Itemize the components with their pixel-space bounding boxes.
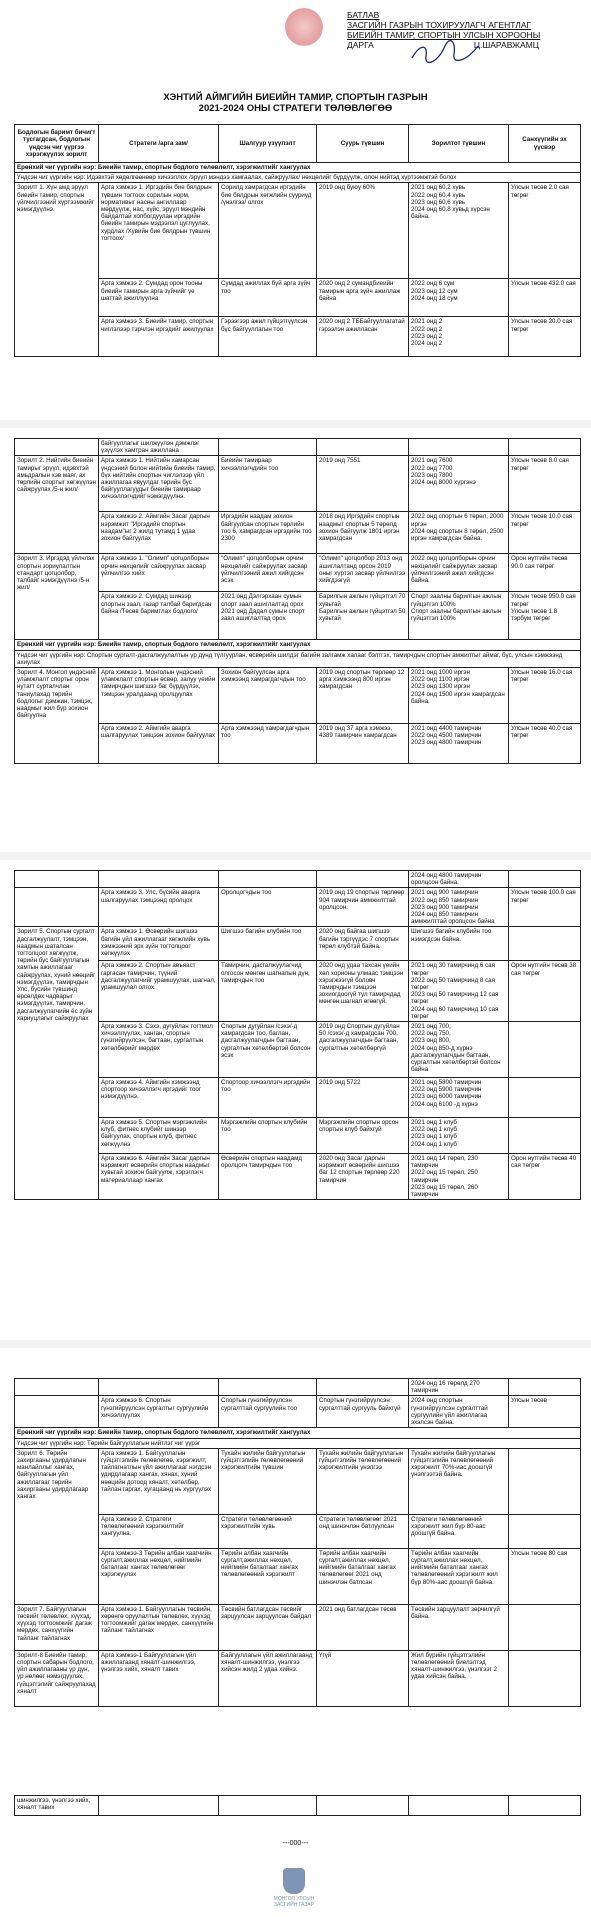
table-row bbox=[15, 592, 581, 640]
target-cell bbox=[409, 1796, 509, 1816]
indicator-cell: Сорилд хамрагдсан иргэдийн бие бялдрын хөгжлийн сууриуд /үнэлгээ/ олгох bbox=[219, 183, 317, 279]
baseline-cell: Үгүй bbox=[317, 1650, 409, 1706]
funding-cell: Улсын төсөв 950.0 сая төгрөг Улсын төсөв 1.8 тэрбум төгрөг bbox=[509, 592, 581, 640]
baseline-cell: Барилгын ажлын гүйцэтгэл 70 хувьтай Барилгын ажлын гүйцэтгэл 50 хувьтай bbox=[317, 592, 409, 640]
page-2 bbox=[0, 428, 591, 852]
handwritten-signature bbox=[410, 40, 480, 66]
target-cell: Стратеги төлөвлөгөөний хэрэгжилт жил бүр 80-аас доошгүй байна. bbox=[409, 1514, 509, 1548]
measure-cell: Арга хэмжээ-3 Төрийн албан хаагчийн сургалт,ажиллах нөхцөл, нийгмийн баталгааг хангах төлөвлөгөөг хэрэгжүүлэх bbox=[99, 1548, 219, 1604]
measure-cell bbox=[99, 1796, 219, 1816]
funding-cell: Улсын төсөв 2.0 сая төгрөг bbox=[509, 183, 581, 279]
target-cell: 2024 онд 16 төрөлд 270 тамирчин bbox=[409, 1379, 509, 1396]
general-function-cell: Ерөнхий чиг үүргийн нэр: Биеийн тамир, спортын бодлого төлөвлөлт, хэрэгжилтийг хангуулах bbox=[15, 640, 581, 650]
baseline-cell: Тухайн жилийн байгууллагын гүйцэтгэлийн төлөвлөгөөний хэрэгжилтийн үнэлгээ bbox=[317, 1448, 409, 1514]
measure-cell: Арга хэмжээ 3. Биеийн тамир, спортын чиглэлээр тэрчлэн иргэдийг ажилуулах bbox=[99, 317, 219, 357]
funding-cell: Улсын төсөв 432.0 сая bbox=[509, 279, 581, 317]
measure-cell: Арга хэмжээ 1. Байгууллагын гүйцэтгэлийн төлөвлөгөө, хэрэгжилт, тайлагнатлын үйл ажиллагааг нэгдсэн удирдлагаар хангах, хянах, хүний нөөцийн дотоод хяналт, хөтөлбөр, тайлан гаргах, хугацаанд нь хүргүүлэх bbox=[99, 1448, 219, 1514]
measure-cell: Арга хэмжээ 2. Аймгийн Засаг даргын нэрэмжит "Иргэдийн спортын наадам"ыг 2 жилд тутамд 1 удаа зохион байгуулах bbox=[99, 512, 219, 554]
end-marker: ---000--- bbox=[282, 1840, 309, 1847]
strategy-table-tail bbox=[14, 1795, 581, 1816]
indicator-cell: Биеийн тамираар хичээллэгчдийн тоо bbox=[219, 456, 317, 512]
table-row bbox=[15, 554, 581, 592]
baseline-cell: 2019 онд 37 арга хэмжээ, 4389 тамирчин хамрагдсан bbox=[317, 724, 409, 764]
baseline-cell bbox=[317, 439, 409, 456]
table-row bbox=[15, 1154, 581, 1200]
indicator-cell: Зохион байгуулсан арга хэмжээнд хамрагдагчдын тоо bbox=[219, 668, 317, 724]
target-cell: Шигшээ багийн клубийн тоо нэмэгдсэн байна. bbox=[409, 927, 509, 961]
table-row bbox=[15, 1448, 581, 1514]
measure-cell bbox=[99, 871, 219, 888]
measure-cell: байгууллагыг шилжүүлэн дэмжлэг үзүүлэх хамтран ажиллана bbox=[99, 439, 219, 456]
table-row bbox=[15, 1604, 581, 1650]
baseline-cell: 2019 онд 19 спортын төрлөөр 904 тамирчин аммжилттай оролцсон. bbox=[317, 888, 409, 927]
page-3 bbox=[0, 860, 591, 1340]
target-cell: 2021 онд 700, 2022 онд 750, 2023 онд 800, 2024 онд 850-д хүрнэ дасгалжуулагчдын багтаан, сургалтын хөтөлбөртэй болсон байна bbox=[409, 1022, 509, 1078]
baseline-cell: "Олимп" цогцолбор 2013 онд ашиглалтанд орсон 2019 оныг хүртэл засвар үйлчилгээ хийгдээгүй bbox=[317, 554, 409, 592]
soyombo-emblem-icon bbox=[283, 1868, 305, 1894]
indicator-cell: Төсвийн батлагдсан төсвийг зарцуулсан зарцуулсан байдал bbox=[219, 1604, 317, 1650]
page-4 bbox=[0, 1348, 591, 1917]
baseline-cell: 2019 онд Спортын дугуйлан 50 /сэхэ/-д хамрагдсан 700, дасгалжуулагчдын багтаан, сургалтын хөтөлбөргүй bbox=[317, 1022, 409, 1078]
measure-cell: Арга хэмжээ-1 Байгууллагын үйл ажиллагаанд хяналт-шинжилгээ, үнэлгээ хийх, хяналт тавих bbox=[99, 1650, 219, 1706]
target-cell: 2024 онд 4800 тамирчин оролцсон байна. bbox=[409, 871, 509, 888]
indicator-cell: Төрийн албан хаагчийн сургалт,ажиллах нөхцөл, нийгмийн баталгааг хангах төлөвлөгөөний хэрэгжилт bbox=[219, 1548, 317, 1604]
goal-cell bbox=[15, 439, 99, 456]
baseline-cell: 2021 онд батлагдсан төсөв bbox=[317, 1604, 409, 1650]
indicator-cell: Спортын гүнзгийрүүлсэн сургалттай сургуулийн тоо bbox=[219, 1396, 317, 1428]
target-cell: 2022 онд цогцолборын орчин нөхцөлийг сайжруулах засвар үйлчилгээний ажил хийгдсэн байна. bbox=[409, 554, 509, 592]
table-row bbox=[15, 317, 581, 357]
baseline-cell: Стратеги төлөвлөгөөг 2021 онд шинэчлэн батлуулсан bbox=[317, 1514, 409, 1548]
government-emblem bbox=[266, 1868, 322, 1912]
baseline-cell: Спортын гүнзгийрүүлсэн сургалттай сургууль байхгүй bbox=[317, 1396, 409, 1428]
official-seal-stamp bbox=[285, 8, 323, 46]
table-row bbox=[15, 1514, 581, 1548]
column-header: Суурь түвшин bbox=[317, 125, 409, 163]
target-cell: 2024 онд спортын гүнзгийрүүлсэн сургалттай сургуулийн үйл ажиллагаа эхэлсэн байна. bbox=[409, 1396, 509, 1428]
funding-cell: Улсын төсөв 8.0 сая төгрөг bbox=[509, 456, 581, 512]
approval-line: ЗАСГИЙН ГАЗРЫН ТОХИРУУЛАГЧ АГЕНТЛАГ bbox=[347, 20, 532, 30]
approval-name: Ц.ШАРАВЖАМЦ bbox=[473, 40, 540, 50]
goal-cell bbox=[15, 1396, 99, 1428]
target-cell: 2021 онд 60,2 хувь 2022 онд 60,4 хувь 2023 онд 60,6 хувь 2024 онд 60,8 хувьд хүрсэн байна. bbox=[409, 183, 509, 279]
funding-cell: Улсын төсөв 40.0 сая төгрөг bbox=[509, 724, 581, 764]
main-function-row bbox=[15, 173, 581, 183]
table-row bbox=[15, 871, 581, 888]
indicator-cell: Арга хэмжээнд хамрагдагчдын тоо bbox=[219, 724, 317, 764]
document-title bbox=[0, 92, 591, 114]
target-cell: 2021 онд 900 тамирчин 2022 онд 850 тамирчин 2023 онд 900 тамирчин 2024 онд 850 тамирчин аммжилттай оролцсон байна bbox=[409, 888, 509, 927]
funding-cell bbox=[509, 1604, 581, 1650]
goal-cell: Зорилт 2. Нийтийн биеийн тамирыг эрүүл, идэвхтэй амьдралын хэв маяг, ах төрлийн спортыг хөгжүүлэн сайжруулах /5-н жил/ bbox=[15, 456, 99, 554]
measure-cell: Арга хэмжээ 3. Сэхэ, дугуйлан тогтмол хичээллүүлэх, ханган, спортын гүнзгийрүүлсэн, багтаан, сургалтын хөтөлбөрийг мөрдөх bbox=[99, 1022, 219, 1078]
indicator-cell: Сумдад ажиллах бүй арга зүйч тоо bbox=[219, 279, 317, 317]
funding-cell: Улсын төсөв 16.0 сая төгрөг bbox=[509, 668, 581, 724]
funding-cell bbox=[509, 871, 581, 888]
indicator-cell bbox=[219, 439, 317, 456]
goal-cell: Зорилт 7. Байгууллагын төсвийг төлөвлөх, хүүхэд, хүүхэд тогтоомжийг дагаж мөрдөх, санхүүгийн тайланг тайлагнах bbox=[15, 1604, 99, 1650]
measure-cell: Арга хэмжээ 4. Аймгийн хэмжээнд спортоор хичээллэгч иргэдийг тоог нэмэгдүүлнэ. bbox=[99, 1078, 219, 1118]
main-function-cell: Үндсэн чиг үүргийн нэр: Спортын сургалт-дасгалжуулалтын үр дүнд түлгуурлан, өсвөрийн шилдэг багийн залгамж халааг бэлтгэх, тамирчдын спортын амжилтыг аймаг, бүс, улсын хэмжээнд ахиулах bbox=[15, 650, 581, 667]
baseline-cell: 2020 онд байгаа шигшээ багийн тэргүүдэс 7 спортын төрөл клубтэй байна. bbox=[317, 927, 409, 961]
goal-cell bbox=[15, 871, 99, 888]
funding-cell: Улсын төсөв 100.0 сая төгрөг bbox=[509, 888, 581, 927]
funding-cell bbox=[509, 1118, 581, 1154]
target-cell bbox=[409, 439, 509, 456]
indicator-cell bbox=[219, 1379, 317, 1396]
target-cell: Спорт заалны барилгын ажлын гүйцэтгэл 100% Спорт заалны барилгын ажлын гүйцэтгэл 100% bbox=[409, 592, 509, 640]
table-row bbox=[15, 456, 581, 512]
measure-cell bbox=[99, 1379, 219, 1396]
baseline-cell bbox=[317, 1379, 409, 1396]
main-function-cell: Үндсэн чиг үүргийн нэр: Төрийн байгууллагын нийтлэг чиг үүрэг bbox=[15, 1438, 581, 1448]
table-header-row bbox=[15, 125, 581, 163]
baseline-cell: 2018 онд Иргэдийн спортын наадмыг спортын 5 төрөлд зохион байгуулж 1801 иргэн хамрагдсан bbox=[317, 512, 409, 554]
strategy-table-continued bbox=[14, 870, 581, 1200]
approval-line: БИЕИЙН ТАМИР, СПОРТЫН УЛСЫН ХОРООНЫ bbox=[347, 30, 541, 40]
funding-cell bbox=[509, 1022, 581, 1078]
goal-cell: Зорилт 4. Монгол үндэсний уламжлалт спортыг орон нутагт сурталчлан таниулахад төрийн бодлогыг дэмжин, тэмцэх, наадмыг жил бүр зохион байгуулна bbox=[15, 668, 99, 764]
table-row bbox=[15, 1796, 581, 1816]
strategy-table-continued bbox=[14, 1378, 581, 1707]
target-cell: 2021 онд 1000 иргэн 2022 онд 1100 иргэн 2023 онд 1300 иргэн 2024 онд 1500 иргэн хамрагдсан байна. bbox=[409, 668, 509, 724]
baseline-cell: 2020 онд 2 ТББайгууллагатай гэрээлэн ажилласан bbox=[317, 317, 409, 357]
column-header: Бодлогын баримт бичигт тусгагдсан, бодлогын үндсэн чиг үүргээ хэрэгжүүлэх зорилт bbox=[15, 125, 99, 163]
goal-cell: шинжилгээ, үнэлгээ хийх, хяналт тавих bbox=[15, 1796, 99, 1816]
goal-cell: Зорилт 5. Спортын сургалт дасгалжуулалт, тэмцээн, наадмын шаталсан тогтолцоог хөгжүүлж, төрийн бус байгууллагын хамтын ажиллагааг сайжруулах, хүний нөөцийг нэмэгдүүлэх, тамирчдын Улс, бүсийн түвшинд өрсөлдөх чадварыг нэмэгдүүлэх, тамирчин, дасгалжуулагчийн ёс зүйн хариуцлагыг сайжруулах bbox=[15, 927, 99, 1200]
measure-cell: Арга хэмжээ 2. Спортын авъяаст гаргасан тамирчин, түүний дасгалжуулагчийг урамшуулах, шагнал, урамшуулал олгох. bbox=[99, 961, 219, 1022]
funding-cell bbox=[509, 1514, 581, 1548]
measure-cell: Арга хэмжээ 1. Байгууллагын төсвийн, хөрөнгө оруулалтын төлөвлөх, хүүхэд тогтоомжийг дагаж мөрдөх, санхүүгийн тайланг тайлагнах bbox=[99, 1604, 219, 1650]
table-row bbox=[15, 724, 581, 764]
strategy-table-continued bbox=[14, 438, 581, 764]
funding-cell bbox=[509, 927, 581, 961]
measure-cell: Арга хэмжээ 5. Спортын мэргэжлийн клуб, фитнес клубийг шинээр байгуулах, спортын клуб, фитнес хөгжүүлнэ bbox=[99, 1118, 219, 1154]
funding-cell: Орон нутгийн төсөв 38 сая төгрөг bbox=[509, 961, 581, 1022]
funding-cell: Улсын төсөв 20.0 сая төгрөг bbox=[509, 317, 581, 357]
baseline-cell bbox=[317, 1796, 409, 1816]
table-row bbox=[15, 439, 581, 456]
target-cell: 2021 онд 4400 тамирчин 2022 онд 4500 тамирчин 2023 онд 4800 тамирчин bbox=[409, 724, 509, 764]
indicator-cell: Спортоор хичээллэгч иргэдийн тоо bbox=[219, 1078, 317, 1118]
goal-cell: Зорилт 6. Төрийн захиргааны удирдлагын манлайллыг хангах, байгууллагын үйл ажиллагааг төрийн захиргааны удирдлагаар хангах bbox=[15, 1448, 99, 1604]
baseline-cell: 2019 онд 7551 bbox=[317, 456, 409, 512]
funding-cell: Улсын төсөв bbox=[509, 1396, 581, 1428]
funding-cell bbox=[509, 1796, 581, 1816]
column-header: Стратеги /арга зам/ bbox=[99, 125, 219, 163]
funding-cell: Улсын төсөв 10.0 сая төгрөг bbox=[509, 512, 581, 554]
column-header: Зорилтот түвшин bbox=[409, 125, 509, 163]
target-cell: 2022 онд 6 сум 2023 онд 12 сум 2024 онд 18 сум bbox=[409, 279, 509, 317]
table-row bbox=[15, 1548, 581, 1604]
funding-cell bbox=[509, 1078, 581, 1118]
indicator-cell: Мэргэжлийн спортын клубийн тоо bbox=[219, 1118, 317, 1154]
measure-cell: Арга хэмжээ 1. "Олимп" цогцолборын орчин нөхцөлийг сайжруулах засвар үйлчилгээ хийх bbox=[99, 554, 219, 592]
target-cell: 2021 онд 30 тамирчинд 6 сая төгрөг 2022 онд 50 тамирчинд 8 сая төгрөг 2023 онд 50 тамирчинд 12 сая төгрөг 2024 онд 60 тамирчинд 10 сая төгрөг bbox=[409, 961, 509, 1022]
funding-cell: Орон нутгийн төсөв 40 сая төгрөг bbox=[509, 1154, 581, 1200]
indicator-cell: Стратеги төлөвлөгөөний хэрэгжилтийн хувь bbox=[219, 1514, 317, 1548]
indicator-cell bbox=[219, 871, 317, 888]
title-line: 2021-2024 ОНЫ СТРАТЕГИ ТӨЛӨВЛӨГӨӨ bbox=[198, 103, 393, 114]
baseline-cell: 2020 онд удаа тахсан үеийн хөл хорионы улмаас тэмцээн хэрэгжээгүй боловч тамирчдын тэмцээн зохиогдоогүй тул тамирчдад мөнгөн шагнал өгөөгүй. bbox=[317, 961, 409, 1022]
funding-cell bbox=[509, 1448, 581, 1514]
baseline-cell: Мэргэжлийн спортын орсон спортын клуб байхгүй bbox=[317, 1118, 409, 1154]
measure-cell: Арга хэмжээ 3. Улс, бүсийн аварга шалгаруулах тэмцээнд оролцох bbox=[99, 888, 219, 927]
funding-cell bbox=[509, 1379, 581, 1396]
strategy-table bbox=[14, 124, 581, 357]
target-cell: Жил бүрийн гүйцэтгэлийн төлөвлөгөөний биелэлтэд хяналт-шинжилгээ, үнэлгээг 2 удаа хийсэн байна. bbox=[409, 1650, 509, 1706]
indicator-cell: Гэрээгээр ажил гүйцэтгүүлсэн бүс байгууллагын тоо bbox=[219, 317, 317, 357]
measure-cell: Арга хэмжээ 2. Сумдад шинээр спортын заал, газар талбай баригдсан байна /Төсөв баримтлах бодлого/ bbox=[99, 592, 219, 640]
indicator-cell: Шигшээ багийн клубийн тоо bbox=[219, 927, 317, 961]
goal-cell bbox=[15, 888, 99, 927]
goal-cell: Зорилт 3. Иргэдэд үйлчлэх спортын зориулалтын стандарт цогцолбор, талбайг нэмэгдүүлнэ /5-н жил/ bbox=[15, 554, 99, 640]
main-function-row bbox=[15, 650, 581, 667]
measure-cell: Арга хэмжээ 2. Стратеги төлөвлөгөөний хэрэгжилтийг хангуулна. bbox=[99, 1514, 219, 1548]
column-header: Шалгуур үзүүлэлт bbox=[219, 125, 317, 163]
measure-cell: Арга хэмжээ 1. Иргэдийн бие бялдрын түвшин тогтоох сорилын норм, нормативыг насны ангиллаар мөрдүүлж, нас, хүйс, эрүүл мэндийн байдалтай холбогдуулан иргэдийн биеийн тамирын мэдээлэл цуглуулах, хурдлах /Хувийн бие бялдрын түвшин тогтоох/ bbox=[99, 183, 219, 279]
table-row bbox=[15, 183, 581, 279]
table-row bbox=[15, 1650, 581, 1706]
indicator-cell: Оролцогчдын тоо bbox=[219, 888, 317, 927]
general-function-row bbox=[15, 1428, 581, 1438]
baseline-cell: 2019 онд спортын төрлөөр 12 арга хэмжээнд 800 иргэн хамрагдсан bbox=[317, 668, 409, 724]
general-function-cell: Ерөнхий чиг үүргийн нэр: Биеийн тамир, спортын бодлого төлөвлөлт, хэрэгжилтийг хангуулах bbox=[15, 163, 581, 173]
approval-title: ДАРГА bbox=[347, 40, 374, 50]
general-function-cell: Ерөнхий чиг үүргийн нэр: Биеийн тамир, спортын бодлого төлөвлөлт, хэрэгжилтийг хангуулах bbox=[15, 1428, 581, 1438]
funding-cell: Орон нутгийн төсөв 90.0 сая төгрөг bbox=[509, 554, 581, 592]
table-row bbox=[15, 1118, 581, 1154]
goal-cell bbox=[15, 1379, 99, 1396]
goal-cell: Зорилт 1. Хүн амд эрүүл биеийн тамир, спортын үйлчилгээний хүртээмжийг нэмэгдүүлнэ. bbox=[15, 183, 99, 357]
table-row bbox=[15, 1022, 581, 1078]
baseline-cell: 2020 онд 2 сумандбиеийн тамирын арга зүйч ажиллаж байна bbox=[317, 279, 409, 317]
target-cell: 2021 онд 14 төрөл, 230 тамирчин 2022 онд 15 төрөл, 250 тамирчин 2023 онд 15 төрөл, 260 тамирчин bbox=[409, 1154, 509, 1200]
column-header: Санхүүгийн эх үүсвэр bbox=[509, 125, 581, 163]
goal-cell: Зорилт-8 Биеийн тамир, спортын сабарын бодлого, үйл ажиллагааны үр дүн, үр нөлөөг нэмэгдүүлэх, гүйцэтгэлийг сайжруулахад хяналт bbox=[15, 1650, 99, 1706]
title-line: ХЭНТИЙ АЙМГИЙН БИЕИЙН ТАМИР, СПОРТЫН ГАЗРЫН bbox=[163, 92, 428, 103]
measure-cell: Арга хэмжээ 1. Монголын үндэсний уламжлалт спортын өсвөр, залуу үеийн тамирчдын шигшээ баг бүрдүүлэх, тэмцээн уралдаанд оролцуулах bbox=[99, 668, 219, 724]
baseline-cell: Төрийн албан хаагчийн сургалт,ажиллах нөхцөл, нийгмийн баталгааг хангах төлөвлөгөөг 2021 онд шинэчлэн батлсан bbox=[317, 1548, 409, 1604]
baseline-cell bbox=[317, 871, 409, 888]
table-row bbox=[15, 927, 581, 961]
measure-cell: Арга хэмжээ 1. Нийтийн хамарсан үндсэний болон нийтийн биеийн тамир, бүх нийтийн спортын чиглэлээр үйл ажиллагаа явуулдаг төрийн бус байгууллагуудыг биеийн тамираар хичээллэгчдийг нэмэгдүүлнэ. bbox=[99, 456, 219, 512]
indicator-cell: Өсвөрийн спортын наадамд оролцогч тамирчдын тоо bbox=[219, 1154, 317, 1200]
baseline-cell: 2019 онд буюу 60% bbox=[317, 183, 409, 279]
target-cell: 2022 онд спортын 6 төрөл, 2000 иргэн 2024 онд спортын 8 төрөл, 2500 иргэн хамрагдсан байна. bbox=[409, 512, 509, 554]
table-row bbox=[15, 1379, 581, 1396]
table-row bbox=[15, 1396, 581, 1428]
table-row bbox=[15, 961, 581, 1022]
measure-cell: Арга хэмжээ 6. Спортын гүнзгийрүүлсэн сургалтыг сургуулийн хичээллүүлэх bbox=[99, 1396, 219, 1428]
page-1 bbox=[0, 0, 591, 420]
indicator-cell: "Олимп" цогцолборын орчин нөхцөлийг сайжруулах засвар үйлчилгээний ажил хийгдсэн эсэх bbox=[219, 554, 317, 592]
baseline-cell: 2020 онд Засаг даргын нэрэмжит өсвөрийн шигшээ баг 12 спортын төрлөөр 220 тамирчин bbox=[317, 1154, 409, 1200]
approval-line: БАТЛАВ bbox=[347, 10, 380, 20]
general-function-row bbox=[15, 163, 581, 173]
target-cell: 2021 онд 7600 2022 онд 7700 2023 онд 7800 2024 онд 8000 хүргэнэ bbox=[409, 456, 509, 512]
table-row bbox=[15, 1078, 581, 1118]
table-row bbox=[15, 512, 581, 554]
indicator-cell: Спортын дугуйлан /сэхэ/-д хамрагдсан тоо, баглан, дасгалжуулагчдын багтаан, сургалтын хөтөлбөртэй болсон эсэх bbox=[219, 1022, 317, 1078]
main-function-cell: Үндсэн чиг үүргийн нэр: Идэвхтэй хөдөлгөөнөөр хичээллох /эрүүл мэндээ хамгаалах, сайжруулах/ нөхцөлийг бүрдүүлж, олон нийтэд хүртээмжтэй болох bbox=[15, 173, 581, 183]
general-function-row bbox=[15, 640, 581, 650]
baseline-cell: 2019 онд 5722 bbox=[317, 1078, 409, 1118]
table-row bbox=[15, 668, 581, 724]
indicator-cell: Иргэдийн наадам зохион байгуулсан спортын төрлийн тоо 6, хамрагдсан иргэдийн тоо 2300 bbox=[219, 512, 317, 554]
indicator-cell: Байгууллагын үйл ажиллагаанд хяналт-шинжилгээ, үнэлгээ хийсэн жилд 2 удаа хийнэ. bbox=[219, 1650, 317, 1706]
main-function-row bbox=[15, 1438, 581, 1448]
indicator-cell bbox=[219, 1796, 317, 1816]
target-cell: 2021 онд 2 2022 онд 2 2023 онд 2 2024 онд 2 bbox=[409, 317, 509, 357]
table-row bbox=[15, 279, 581, 317]
table-row bbox=[15, 888, 581, 927]
target-cell: 2021 онд 5800 тамирчин 2022 онд 5900 тамирчин 2023 онд 6000 тамирчин 2024 онд 6100 -д хүрнэ bbox=[409, 1078, 509, 1118]
indicator-cell: Тамирчин, дасгалжуулагчид олгосон мөнгөн шагналын дүн, тамирчдын тоо bbox=[219, 961, 317, 1022]
funding-cell bbox=[509, 439, 581, 456]
indicator-cell: Тухайн жилийн байгууллагын гүйцэтгэлийн төлөвлөгөөний хэрэгжилтийн түвшин bbox=[219, 1448, 317, 1514]
measure-cell: Арга хэмжээ 2. Аймгийн аварга шалгаруулах тэмцээн зохион байгуулах bbox=[99, 724, 219, 764]
target-cell: Төрийн албан хаагчийн сургалт,ажиллах нөхцөл, нийгмийн баталгааг хангах төлөвлөгөөний хэрэгжилт жил бүр 80%-аас доошгүй байна. bbox=[409, 1548, 509, 1604]
measure-cell: Арга хэмжээ 1. Өсвөрийн шигшээ багийн үйл ажиллагааг хөгжлийн хувь хэмжээний эрх зүйн тогтолцоог хөгжүүлэх bbox=[99, 927, 219, 961]
funding-cell: Улсын төсөв 80 сая bbox=[509, 1548, 581, 1604]
funding-cell bbox=[509, 1650, 581, 1706]
measure-cell: Арга хэмжээ 2. Сумдад орон тооны биеийн тамирын арга зүйчийг үе шаттай ажиллуулна bbox=[99, 279, 219, 317]
emblem-caption: МОНГОЛ УЛСЫН ЗАСГИЙН ГАЗАР bbox=[273, 1896, 315, 1908]
target-cell: Тухайн жилийн байгууллагын гүйцэтгэлийн төлөвлөгөөний хэрэгжилт 70%-иас доошгүй үнэлгээтэй байна. bbox=[409, 1448, 509, 1514]
target-cell: 2021 онд 1 клуб 2022 онд 1 клуб 2023 онд 1 клуб 2024 онд 1 клуб bbox=[409, 1118, 509, 1154]
measure-cell: Арга хэмжээ 6. Аймгийн Засаг даргын нэрэмжит өсвөрийн спортын наадмыг хувьтай зохион байгуулж, хэрэглэгч материаллаар хангах bbox=[99, 1154, 219, 1200]
target-cell: Төсвийн зарцуулалт зөрчилгүй байна. bbox=[409, 1604, 509, 1650]
indicator-cell: 2021 онд Дэлгэрхаан сумын спорт заал ашиглалтад орох 2021 онд Дадал сумын спорт заал ашиглалтад орох bbox=[219, 592, 317, 640]
